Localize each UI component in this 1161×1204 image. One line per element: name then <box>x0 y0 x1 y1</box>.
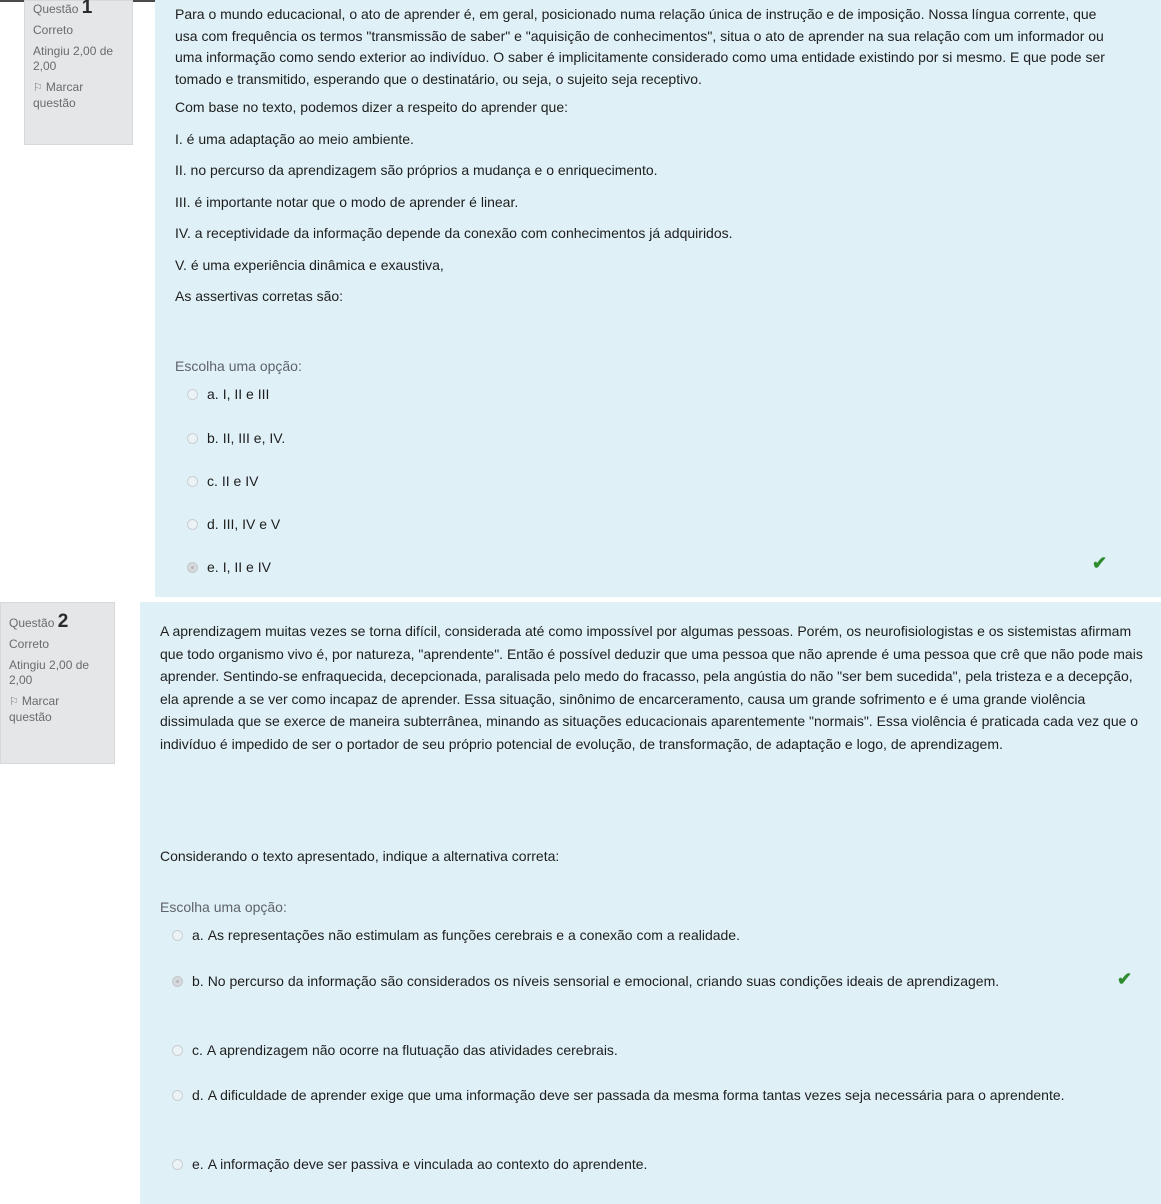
question-2-option-d[interactable] <box>172 1085 1112 1107</box>
option-text: A aprendizagem não ocorre na flutuação das atividades cerebrais. <box>206 1042 618 1058</box>
correct-check-icon: ✔ <box>1092 553 1108 573</box>
question-2-option-e[interactable] <box>172 1154 1092 1175</box>
flag-icon: ⚐ <box>33 82 43 94</box>
question-1-status: Correto <box>33 23 74 37</box>
question-1-number <box>33 0 124 19</box>
radio-button[interactable] <box>172 1090 183 1101</box>
option-text: I, II e IV <box>222 559 271 575</box>
option-text: As representações não estimulam as funções cerebrais e a conexão com a realidade. <box>207 927 740 943</box>
radio-button[interactable] <box>187 389 198 400</box>
question-1-content <box>155 0 1161 597</box>
question-1-grade: Atingiu 2,00 de 2,00 <box>33 44 114 73</box>
question-label: Questão <box>9 616 55 630</box>
radio-button[interactable] <box>172 1045 183 1056</box>
option-letter: c. <box>207 473 218 489</box>
option-text: III, IV e V <box>222 516 281 532</box>
question-1-option-a[interactable] <box>187 384 269 405</box>
radio-button[interactable] <box>172 930 183 941</box>
radio-button[interactable] <box>187 476 198 487</box>
flag-label: Marcar questão <box>9 694 60 724</box>
flag-label: Marcar questão <box>33 80 84 110</box>
question-label: Questão <box>33 2 79 16</box>
question-number: 1 <box>81 0 93 18</box>
option-letter: a. <box>207 386 219 402</box>
question-number: 2 <box>57 611 69 632</box>
option-letter: b. <box>207 430 219 446</box>
question-2-status: Correto <box>9 637 50 651</box>
radio-button[interactable] <box>187 519 198 530</box>
radio-button-selected[interactable] <box>187 562 198 573</box>
option-text: A dificuldade de aprender exige que uma informação deve ser passada da mesma forma tantas vezes seja necessária para o aprendente. <box>207 1087 1065 1103</box>
question-2-content <box>140 602 1161 1204</box>
question-1-line: V. é uma experiência dinâmica e exaustiva, <box>175 256 444 273</box>
option-letter: c. <box>192 1042 203 1058</box>
option-letter: d. <box>207 516 219 532</box>
question-2-flag[interactable] <box>9 694 89 725</box>
radio-button[interactable] <box>172 1159 183 1170</box>
question-1-line: I. é uma adaptação ao meio ambiente. <box>175 130 414 147</box>
option-text: No percurso da informação são considerados os níveis sensorial e emocional, criando suas condições ideais de aprendizagem. <box>207 973 1000 989</box>
option-letter: d. <box>192 1087 204 1103</box>
question-2-option-b[interactable] <box>172 971 1092 993</box>
question-1-flag[interactable] <box>33 80 113 111</box>
option-text: A informação deve ser passiva e vinculada ao contexto do aprendente. <box>207 1156 648 1172</box>
flag-icon: ⚐ <box>9 696 19 708</box>
option-text: II e IV <box>221 473 259 489</box>
question-1-info <box>24 0 133 145</box>
question-2-grade: Atingiu 2,00 de 2,00 <box>9 658 90 687</box>
question-1-choose-label: Escolha uma opção: <box>175 358 302 374</box>
question-2-option-a[interactable] <box>172 925 1092 946</box>
question-2-choose-label: Escolha uma opção: <box>160 899 287 915</box>
question-1-line: As assertivas corretas são: <box>175 288 344 304</box>
question-2-info <box>0 602 115 764</box>
option-text: II, III e, IV. <box>222 430 286 446</box>
question-1-line: Com base no texto, podemos dizer a respeito do aprender que: <box>175 99 569 115</box>
question-1-option-d[interactable] <box>187 514 280 535</box>
question-1-option-e[interactable] <box>187 557 271 578</box>
correct-check-icon: ✔ <box>1117 969 1133 989</box>
question-1-text: Para o mundo educacional, o ato de aprender é, em geral, posicionado numa relação única de instrução e de imposição. Nossa língua corrente, que usa com frequência os termos "transmissão de saber" e "aquisição de conhecimentos", situa o ato de aprender na sua relação com um informador ou uma informação como sendo exterior ao indivíduo. O saber é implicitamente considerado como uma entidade existindo por si mesmo. E que pode ser tomado e transmitido, esperando que o destinatário, ou seja, o sujeito seja receptivo. <box>175 6 1105 87</box>
question-2-text: A aprendizagem muitas vezes se torna difícil, considerada até como impossível por algumas pessoas. Porém, os neurofisiologistas e os sistemistas afirmam que todo organismo vivo é, por natureza, "aprendente". Então é possível deduzir que uma pessoa que não aprende é uma pessoa que crê que não pode mais aprender. Sentindo-se enfraquecida, decepcionada, paralisada pelo medo do fracasso, pela angústia do não "ser bem sucedida", pela tristeza e a decepção, ela aprende a se ver como incapaz de aprender. Essa situação, sinônimo de encarceramento, causa um grande sofrimento e é uma grande violência dissimulada que se exerce de maneira subterrânea, minando as situações educacionais aparentemente "normais". Essa violência é praticada cada vez que o indivíduo é impedido de ser o portador de seu próprio potencial de evolução, de transformação, de adaptação e logo, de aprendizagem. <box>160 623 1143 752</box>
question-2-option-c[interactable] <box>172 1040 1092 1061</box>
option-text: I, II e III <box>222 386 270 402</box>
option-letter: e. <box>207 559 219 575</box>
question-1-option-c[interactable] <box>187 471 258 492</box>
question-2-number <box>9 611 106 633</box>
option-letter: e. <box>192 1156 204 1172</box>
option-letter: b. <box>192 973 204 989</box>
question-2-prompt: Considerando o texto apresentado, indique a alternativa correta: <box>160 848 560 864</box>
question-1-line: III. é importante notar que o modo de aprender é linear. <box>175 193 519 210</box>
question-1-option-b[interactable] <box>187 428 285 449</box>
radio-button[interactable] <box>187 433 198 444</box>
radio-button-selected[interactable] <box>172 976 183 987</box>
option-letter: a. <box>192 927 204 943</box>
question-1-line: II. no percurso da aprendizagem são próprios a mudança e o enriquecimento. <box>175 162 658 178</box>
question-1-line: IV. a receptividade da informação depende da conexão com conhecimentos já adquiridos. <box>175 225 733 241</box>
